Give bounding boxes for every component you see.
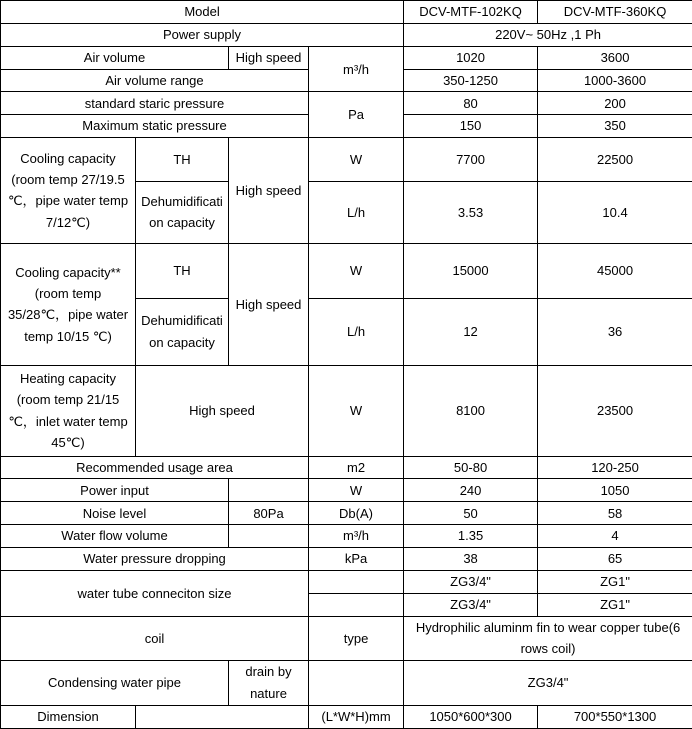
table-row [1, 456, 692, 478]
table-row [1, 570, 692, 593]
cooling-2-dehumidification-value-1: 12 [404, 298, 538, 365]
heating-label: Heating capacity (room temp 21/15 ℃，inlet water temp 45℃) [1, 365, 136, 456]
condensing-water-pipe-empty-cell [309, 660, 404, 705]
cooling-1-dehumidification-value-2: 10.4 [538, 181, 692, 243]
cooling-2-label: Cooling capacity**(room temp 35/28℃，pipe water temp 10/15 ℃) [1, 243, 136, 365]
static-pressure-unit: Pa [309, 92, 404, 137]
table-row [1, 479, 692, 502]
power-input-unit: W [309, 479, 404, 502]
dimension-value-1: 1050*600*300 [404, 705, 538, 728]
cooling-2-th-unit: W [309, 243, 404, 298]
water-tube-row1-value-2: ZG1" [538, 570, 692, 593]
table-row [1, 1, 692, 24]
cooling-2-th-label: TH [136, 243, 229, 298]
cooling-2-dehumidification-value-2: 36 [538, 298, 692, 365]
recommended-usage-area-label: Recommended usage area [1, 456, 309, 478]
water-flow-volume-unit: m³/h [309, 525, 404, 547]
table-row [1, 92, 692, 115]
heating-value-2: 23500 [538, 365, 692, 456]
table-row [1, 24, 692, 47]
table-row [1, 525, 692, 547]
noise-level-value-1: 50 [404, 502, 538, 525]
water-pressure-dropping-value-1: 38 [404, 547, 538, 570]
power-input-value-1: 240 [404, 479, 538, 502]
water-tube-row2-value-2: ZG1" [538, 593, 692, 616]
table-row [1, 502, 692, 525]
condensing-water-pipe-drain: drain by nature [229, 660, 309, 705]
cooling-1-th-value-1: 7700 [404, 137, 538, 181]
noise-level-label: Noise level [1, 502, 229, 525]
dimension-unit: (L*W*H)mm [309, 705, 404, 728]
model-row-label: Model [1, 1, 404, 24]
cooling-2-th-value-2: 45000 [538, 243, 692, 298]
air-volume-range-label: Air volume range [1, 70, 309, 92]
heating-unit: W [309, 365, 404, 456]
water-pressure-dropping-unit: kPa [309, 547, 404, 570]
air-volume-speed: High speed [229, 47, 309, 70]
cooling-2-th-value-1: 15000 [404, 243, 538, 298]
power-input-label: Power input [1, 479, 229, 502]
water-tube-row2-value-1: ZG3/4" [404, 593, 538, 616]
air-volume-range-value-1: 350-1250 [404, 70, 538, 92]
standard-static-pressure-label: standard staric pressure [1, 92, 309, 115]
heating-speed: High speed [136, 365, 309, 456]
recommended-usage-area-value-1: 50-80 [404, 456, 538, 478]
air-volume-value-1: 1020 [404, 47, 538, 70]
cooling-1-dehumidification-unit: L/h [309, 181, 404, 243]
table-row [1, 137, 692, 181]
water-flow-volume-empty-cell [229, 525, 309, 547]
water-pressure-dropping-label: Water pressure dropping [1, 547, 309, 570]
power-input-value-2: 1050 [538, 479, 692, 502]
condensing-water-pipe-value: ZG3/4" [404, 660, 692, 705]
standard-static-pressure-value-2: 200 [538, 92, 692, 115]
cooling-1-dehumidification-label: Dehumidification capacity [136, 181, 229, 243]
water-tube-row1-empty-cell [309, 570, 404, 593]
recommended-usage-area-value-2: 120-250 [538, 456, 692, 478]
recommended-usage-area-unit: m2 [309, 456, 404, 478]
power-supply-label: Power supply [1, 24, 404, 47]
cooling-1-speed: High speed [229, 137, 309, 243]
air-volume-label: Air volume [1, 47, 229, 70]
power-input-empty-cell [229, 479, 309, 502]
noise-level-value-2: 58 [538, 502, 692, 525]
standard-static-pressure-value-1: 80 [404, 92, 538, 115]
dimension-value-2: 700*550*1300 [538, 705, 692, 728]
power-supply-value: 220V~ 50Hz ,1 Ph [404, 24, 692, 47]
cooling-1-label: Cooling capacity (room temp 27/19.5 ℃，pipe water temp 7/12℃) [1, 137, 136, 243]
table-row [1, 243, 692, 298]
air-volume-unit: m³/h [309, 47, 404, 92]
table-row [1, 616, 692, 660]
water-flow-volume-value-2: 4 [538, 525, 692, 547]
maximum-static-pressure-value-1: 150 [404, 115, 538, 137]
dimension-label: Dimension [1, 705, 136, 728]
maximum-static-pressure-value-2: 350 [538, 115, 692, 137]
table-row [1, 705, 692, 728]
cooling-2-dehumidification-unit: L/h [309, 298, 404, 365]
water-tube-connection-size-label: water tube conneciton size [1, 570, 309, 616]
heating-value-1: 8100 [404, 365, 538, 456]
noise-level-unit: Db(A) [309, 502, 404, 525]
water-pressure-dropping-value-2: 65 [538, 547, 692, 570]
water-tube-row1-value-1: ZG3/4" [404, 570, 538, 593]
maximum-static-pressure-label: Maximum static pressure [1, 115, 309, 137]
table-row [1, 47, 692, 70]
cooling-1-th-unit: W [309, 137, 404, 181]
coil-label: coil [1, 616, 309, 660]
water-tube-row2-empty-cell [309, 593, 404, 616]
coil-unit: type [309, 616, 404, 660]
cooling-1-th-value-2: 22500 [538, 137, 692, 181]
water-flow-volume-label: Water flow volume [1, 525, 229, 547]
table-row [1, 547, 692, 570]
dimension-empty-cell [136, 705, 309, 728]
cooling-2-dehumidification-label: Dehumidification capacity [136, 298, 229, 365]
coil-value: Hydrophilic aluminm fin to wear copper tube(6 rows coil) [404, 616, 692, 660]
cooling-1-dehumidification-value-1: 3.53 [404, 181, 538, 243]
cooling-1-th-label: TH [136, 137, 229, 181]
model-2-name: DCV-MTF-360KQ [538, 1, 692, 24]
water-flow-volume-value-1: 1.35 [404, 525, 538, 547]
noise-level-condition: 80Pa [229, 502, 309, 525]
air-volume-range-value-2: 1000-3600 [538, 70, 692, 92]
table-row [1, 660, 692, 705]
table-row [1, 365, 692, 456]
cooling-2-speed: High speed [229, 243, 309, 365]
model-1-name: DCV-MTF-102KQ [404, 1, 538, 24]
air-volume-value-2: 3600 [538, 47, 692, 70]
condensing-water-pipe-label: Condensing water pipe [1, 660, 229, 705]
